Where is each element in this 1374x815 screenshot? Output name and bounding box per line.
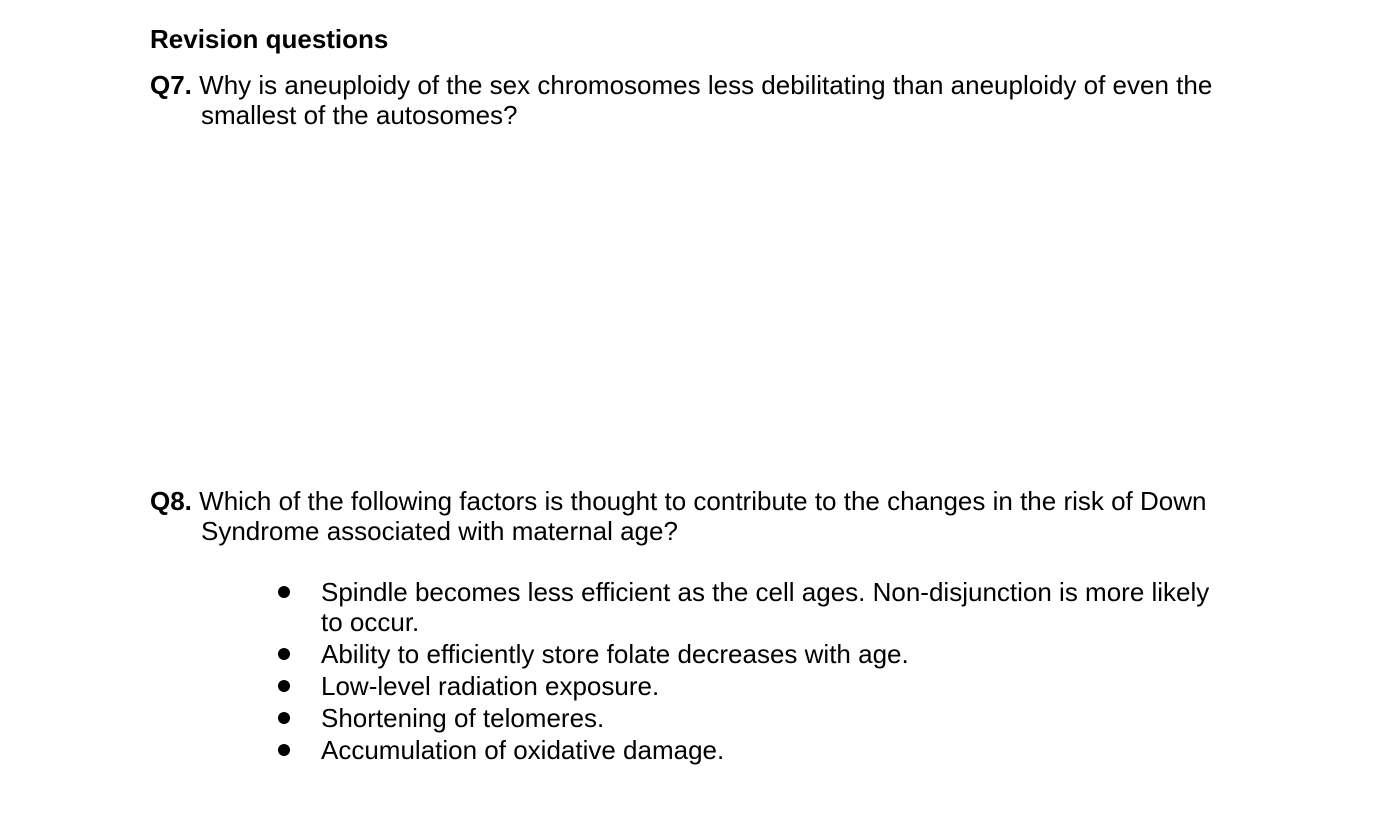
bullet-icon xyxy=(278,680,290,692)
option-text: Low-level radiation exposure. xyxy=(321,671,660,701)
question-q7 xyxy=(150,70,1240,130)
list-item xyxy=(278,577,1223,637)
list-item xyxy=(278,735,1223,765)
list-item xyxy=(278,671,1223,701)
page-title: Revision questions xyxy=(150,24,389,54)
question-number: Q8. xyxy=(150,486,192,516)
option-text: Spindle becomes less efficient as the cell ages. Non-disjunction is more likely to occur. xyxy=(321,577,1210,637)
option-text: Accumulation of oxidative damage. xyxy=(321,735,725,765)
question-number: Q7. xyxy=(150,70,192,100)
option-text: Shortening of telomeres. xyxy=(321,703,605,733)
bullet-icon xyxy=(278,586,290,598)
bullet-icon xyxy=(278,744,290,756)
option-text: Ability to efficiently store folate decreases with age. xyxy=(321,639,909,669)
answer-options-list xyxy=(278,577,1223,767)
question-text: Which of the following factors is thought to contribute to the changes in the risk of Down Syndrome associated with maternal age? xyxy=(199,486,1207,546)
bullet-icon xyxy=(278,648,290,660)
question-q8 xyxy=(150,486,1240,546)
list-item xyxy=(278,639,1223,669)
list-item xyxy=(278,703,1223,733)
bullet-icon xyxy=(278,712,290,724)
question-text: Why is aneuploidy of the sex chromosomes less debilitating than aneuploidy of even the smallest of the autosomes? xyxy=(199,70,1213,130)
